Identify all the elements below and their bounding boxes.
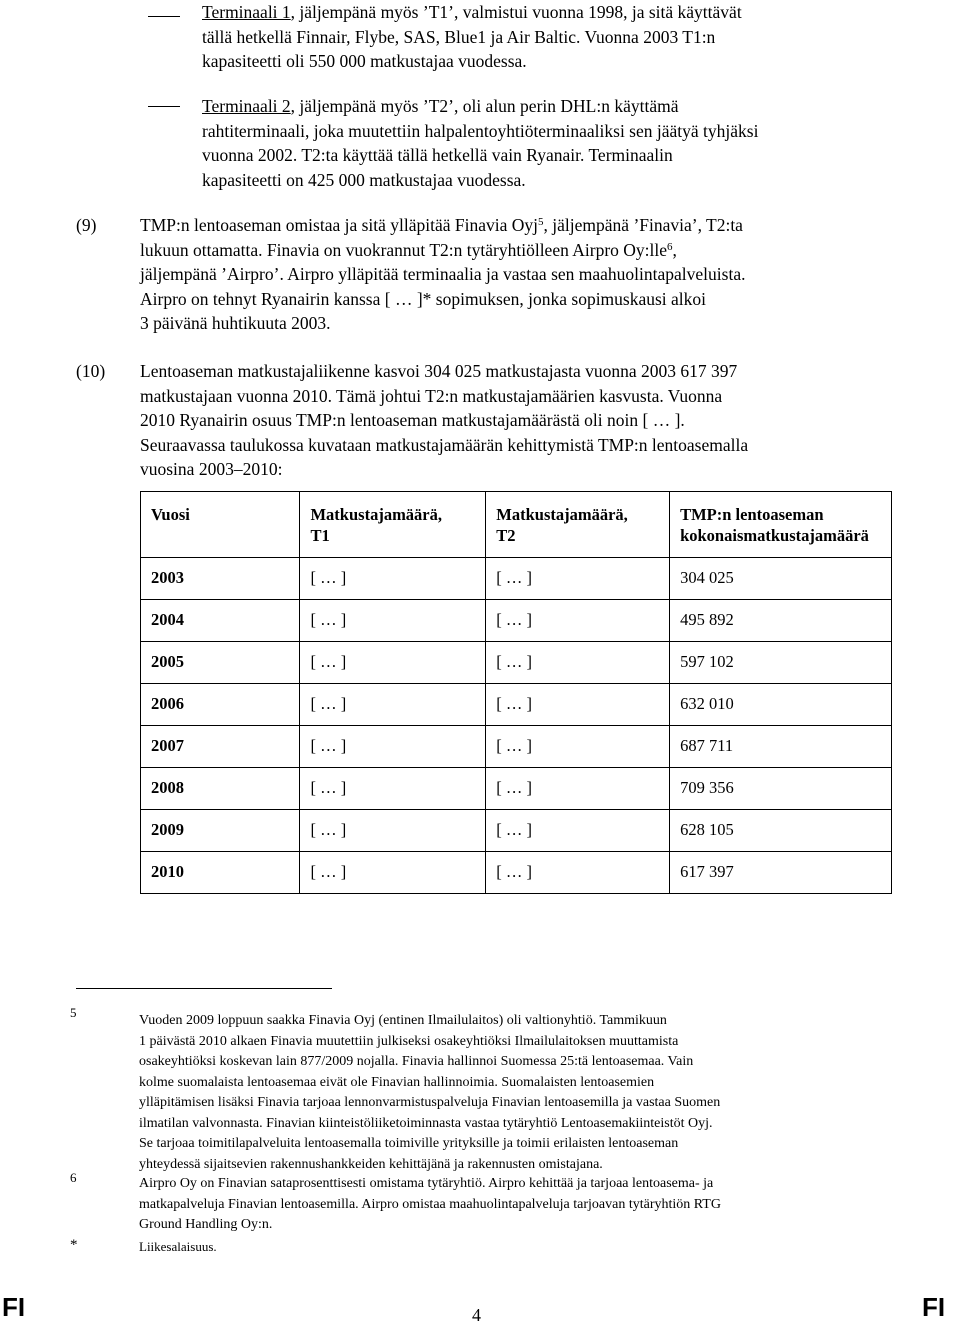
cell-t2: [ … ] — [486, 810, 670, 852]
cell-total: 632 010 — [670, 684, 892, 726]
cell-t2: [ … ] — [486, 684, 670, 726]
cell-year: 2007 — [141, 726, 300, 768]
cell-t2: [ … ] — [486, 726, 670, 768]
cell-t1: [ … ] — [300, 684, 486, 726]
paragraph-9: TMP:n lentoaseman omistaa ja sitä ylläpitää Finavia Oyj$^5$, jäljempänä ’Finavia’, T2:ta lukuun ottamatta. Finavia on vuokrannut T2:n tytäryhtiölleen Airpro Oy:lle$^6$, jäljempänä ’Airpro’. Airpro ylläpitää terminaalia ja vastaa sen maahuolintapalveluista. Airpro on tehnyt Ryanairin kanssa [ … ]* sopimuksen, jonka sopimuskausi alkoi 3 päivänä huhtikuuta 2003. — [140, 215, 746, 333]
terminal-2-link[interactable]: Terminaali 2 — [202, 96, 291, 116]
cell-t2: [ … ] — [486, 768, 670, 810]
cell-year: 2005 — [141, 642, 300, 684]
cell-t2: [ … ] — [486, 600, 670, 642]
cell-year: 2009 — [141, 810, 300, 852]
footnote-confidential: Liikesalaisuus. — [139, 1239, 217, 1254]
footnote-mark: 5 — [70, 1005, 77, 1020]
paragraph-10: Lentoaseman matkustajaliikenne kasvoi 304 025 matkustajasta vuonna 2003 617 397 matkustajaan vuonna 2010. Tämä johtui T2:n matkustajamäärien kasvusta. Vuonna 2010 Ryanairin osuus TMP:n lentoaseman matkustajamäärästä oli noin [ … ]. Seuraavassa taulukossa kuvataan matkustajamäärän kehittymistä TMP:n lentoasemalla vuosina 2003–2010: — [140, 361, 749, 479]
column-header-year: Vuosi — [141, 492, 300, 558]
cell-t1: [ … ] — [300, 600, 486, 642]
footnote-mark: 6 — [70, 1170, 77, 1185]
footnote-ref[interactable]: 5 — [538, 216, 544, 228]
bullet-terminal-1: Terminaali 1, jäljempänä myös ’T1’, valmistui vuonna 1998, ja sitä käyttävät tällä hetkellä Finnair, Flybe, SAS, Blue1 ja Air Baltic. Vuonna 2003 T1:n kapasiteetti oli 550 000 matkustajaa vuodessa. — [202, 2, 742, 71]
footer-fi-left: FI — [2, 1292, 26, 1322]
bullet-terminal-2: Terminaali 2, jäljempänä myös ’T2’, oli alun perin DHL:n käyttämä rahtiterminaali, joka muutettiin halpalentoyhtiöterminaaliksi sen jäätyä tyhjäksi vuonna 2002. T2:ta käyttää tällä hetkellä vain Ryanair. Terminaalin kapasiteetti on 425 000 matkustajaa vuodessa. — [202, 96, 759, 190]
cell-total: 628 105 — [670, 810, 892, 852]
cell-total: 495 892 — [670, 600, 892, 642]
table-header-row — [141, 492, 892, 558]
table-row — [141, 684, 892, 726]
paragraph-number: (10) — [76, 361, 106, 381]
table-row — [141, 726, 892, 768]
footnote-5: Vuoden 2009 loppuun saakka Finavia Oyj (entinen Ilmailulaitos) oli valtionyhtiö. Tammikuun 1 päivästä 2010 alkaen Finavia muutettiin julkiseksi osakeyhtiöksi Ilmailulaitoksen muuttamista osakeyhtiöksi koskevan lain 877/2009 nojalla. Finavia hallinnoi Suomessa 25:tä lentoasemaa. Vain kolme suomalaista lentoasemaa eivät ole Finavian hallinnoimia. Suomalaisten lentoasemien ylläpitämisen lisäksi Finavia tarjoaa lennonvarmistuspalveluja Finavian lentoasemilla ja vastaa Suomen ilmatilan valvonnasta. Finavian kiinteistöliiketoiminnasta vastaa tytäryhtiö Lentoasemakiinteistöt Oyj. Se tarjoaa toimitilapalveluita lentoasemalla toimiville yrityksille ja toimii erilaisten lentoaseman yhteydessä sijaitsevien rakennushankkeiden kehittäjänä ja rakennusten omistajana. — [139, 1013, 721, 1172]
cell-total: 304 025 — [670, 558, 892, 600]
cell-total: 617 397 — [670, 852, 892, 894]
page-number: 4 — [472, 1305, 481, 1325]
cell-t1: [ … ] — [300, 726, 486, 768]
table-row — [141, 852, 892, 894]
cell-year: 2004 — [141, 600, 300, 642]
table-row — [141, 600, 892, 642]
table-row — [141, 642, 892, 684]
bullet-dash — [148, 16, 180, 17]
cell-t2: [ … ] — [486, 642, 670, 684]
column-header-total: TMP:n lentoaseman kokonaismatkustajamäärä — [670, 492, 892, 558]
cell-t1: [ … ] — [300, 642, 486, 684]
cell-t2: [ … ] — [486, 852, 670, 894]
footnote-6: Airpro Oy on Finavian sataprosenttisesti omistama tytäryhtiö. Airpro kehittää ja tarjoaa lentoasema- ja matkapalveluja Finavian lentoasemilla. Airpro omistaa maahuolintapalveluja tarjoavan tytäryhtiön RTG Ground Handling Oy:n. — [139, 1176, 721, 1232]
footnote-mark: * — [70, 1237, 78, 1253]
cell-total: 709 356 — [670, 768, 892, 810]
footer-fi-right: FI — [922, 1292, 946, 1322]
table-row — [141, 558, 892, 600]
cell-t2: [ … ] — [486, 558, 670, 600]
cell-t1: [ … ] — [300, 852, 486, 894]
table-row — [141, 768, 892, 810]
passenger-table — [140, 491, 892, 894]
cell-year: 2003 — [141, 558, 300, 600]
terminal-1-link[interactable]: Terminaali 1 — [202, 2, 291, 22]
paragraph-number: (9) — [76, 215, 97, 235]
cell-t1: [ … ] — [300, 768, 486, 810]
cell-year: 2008 — [141, 768, 300, 810]
column-header-t1: Matkustajamäärä, T1 — [300, 492, 486, 558]
table-row — [141, 810, 892, 852]
footnote-separator — [76, 988, 332, 989]
bullet-dash — [148, 106, 180, 107]
cell-t1: [ … ] — [300, 810, 486, 852]
cell-total: 687 711 — [670, 726, 892, 768]
cell-t1: [ … ] — [300, 558, 486, 600]
cell-total: 597 102 — [670, 642, 892, 684]
cell-year: 2010 — [141, 852, 300, 894]
cell-year: 2006 — [141, 684, 300, 726]
footnote-ref[interactable]: 6 — [667, 240, 673, 253]
column-header-t2: Matkustajamäärä, T2 — [486, 492, 670, 558]
